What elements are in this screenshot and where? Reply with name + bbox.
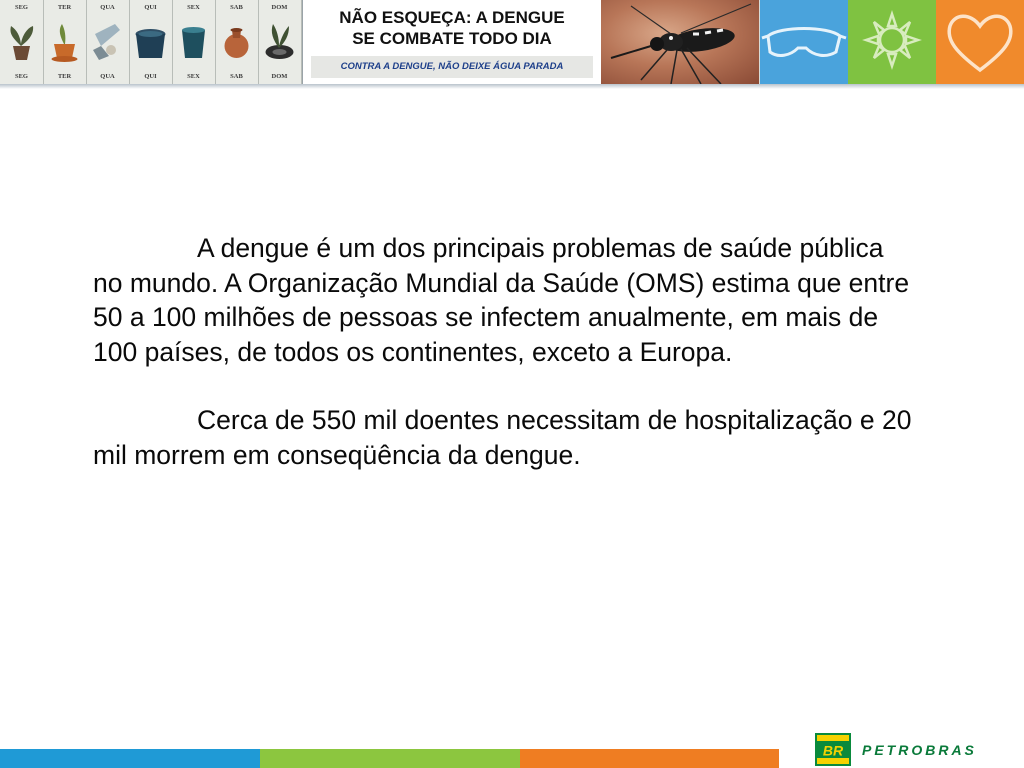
calendar-day-seg <box>0 0 44 84</box>
tire-plant-icon <box>261 16 298 66</box>
day-label-bottom: QUA <box>100 73 115 80</box>
day-label-bottom: SAB <box>230 73 243 80</box>
day-label-bottom: QUI <box>144 73 157 80</box>
calendar-day-ter <box>43 0 87 84</box>
calendar-day-qui <box>129 0 173 84</box>
plant-pot-icon <box>3 16 40 66</box>
calendar-day-sab <box>215 0 259 84</box>
day-label-bottom: TER <box>57 73 72 80</box>
petrobras-br-logo-icon <box>815 733 851 766</box>
paragraph-dengue-overview: A dengue é um dos principais problemas de saúde pública no mundo. A Organização Mundial da Saúde (OMS) estima que entre 50 a 100 milhões de pessoas se infectem anualmente, em mais de 100 países, de todos os continentes, exceto a Europa. <box>93 233 910 367</box>
slogan-subline: CONTRA A DENGUE, NÃO DEIXE ÁGUA PARADA <box>311 56 593 78</box>
calendar-day-qua <box>86 0 130 84</box>
safety-goggles-icon <box>760 0 848 84</box>
paragraph-dengue-mortality: Cerca de 550 mil doentes necessitam de hospitalização e 20 mil morrem em conseqüência da dengue. <box>93 405 912 470</box>
header-banner <box>0 0 1024 84</box>
plant-dish-icon <box>46 16 83 66</box>
calendar-day-dom <box>258 0 302 84</box>
day-label-top: TER <box>57 4 72 11</box>
day-label-bottom: SEG <box>14 73 28 80</box>
mosquito-icon <box>601 0 759 84</box>
slogan-line-2: SE COMBATE TODO DIA <box>352 29 552 48</box>
footer-stripe-orange <box>520 749 779 768</box>
pot-icon <box>218 16 255 66</box>
goggles-tile <box>760 0 848 84</box>
day-label-bottom: SEX <box>187 73 200 80</box>
footer-stripe-blue <box>0 749 260 768</box>
slide-body <box>93 231 913 472</box>
bucket-icon <box>175 16 212 66</box>
footer-stripe-green <box>260 749 520 768</box>
day-label-top: DOM <box>271 4 288 11</box>
day-label-top: QUI <box>144 4 157 11</box>
campaign-slogan <box>303 0 601 84</box>
day-label-top: QUA <box>100 4 115 11</box>
water-tank-icon <box>132 16 169 66</box>
sunflower-tile <box>848 0 936 84</box>
petrobras-brand-text: PETROBRAS <box>862 742 977 758</box>
bottle-icon <box>89 16 126 66</box>
banner-shadow <box>0 84 1024 89</box>
slogan-line-1: NÃO ESQUEÇA: A DENGUE <box>339 8 565 27</box>
mosquito-photo <box>601 0 759 84</box>
day-label-top: SAB <box>230 4 243 11</box>
sunflower-icon <box>848 0 936 84</box>
day-label-top: SEX <box>187 4 200 11</box>
heart-icon <box>936 0 1024 84</box>
day-label-top: SEG <box>14 4 28 11</box>
logo-mark-text: BR <box>822 742 844 759</box>
heart-tile <box>936 0 1024 84</box>
calendar-day-sex <box>172 0 216 84</box>
week-calendar <box>0 0 303 84</box>
day-label-bottom: DOM <box>271 73 288 80</box>
